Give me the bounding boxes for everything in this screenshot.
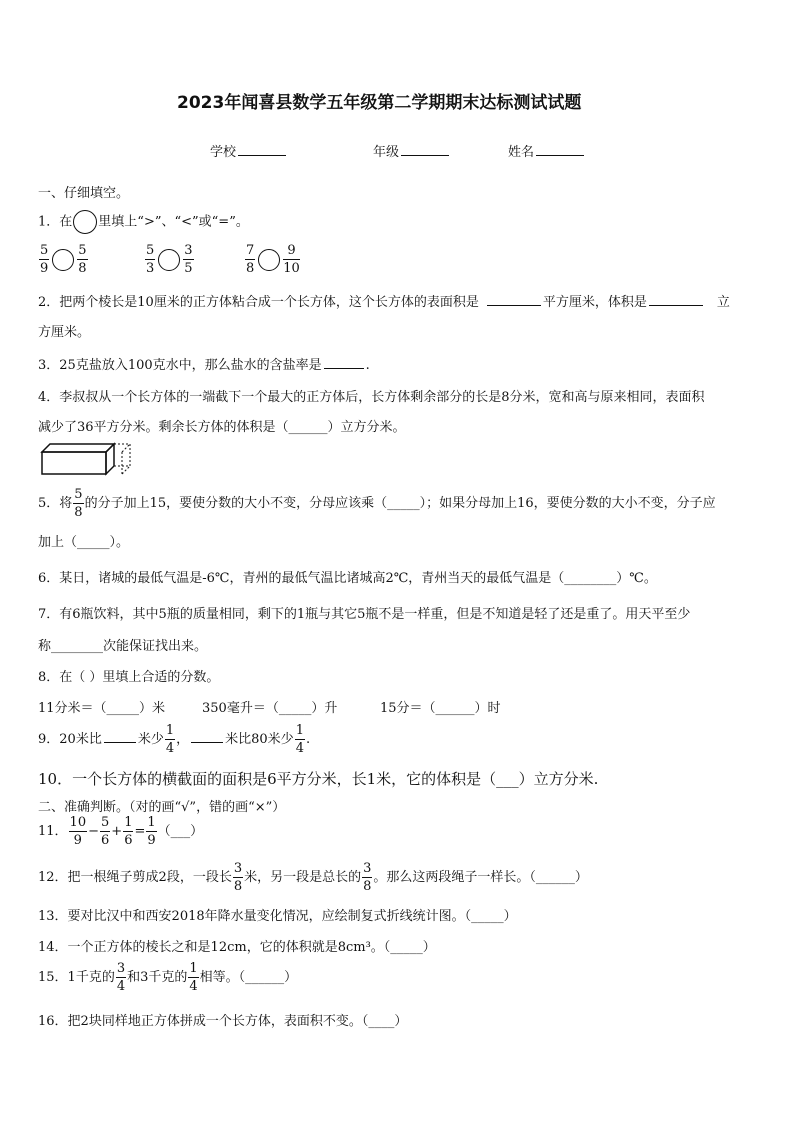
fraction-denominator: 8 [78, 261, 87, 276]
q1-text-a: 在 [59, 214, 73, 230]
page-title: 2023年闻喜县数学五年级第二学期期末达标测试试题 [177, 93, 582, 113]
q8-item-2: 350毫升＝（_____）升 [202, 701, 338, 716]
answer-blank[interactable] [104, 741, 136, 743]
q8-item-3: 15分＝（______）时 [380, 701, 501, 716]
question-4-line-1: 4．李叔叔从一个长方体的一端截下一个最大的正方体后，长方体剩余部分的长是8分米，宽和高与原来相同，表面积 [38, 390, 705, 405]
compare-circle[interactable] [258, 249, 280, 271]
q15-text-b: 和3千克的 [127, 970, 188, 985]
q5-text-b: 的分子加上15，要使分数的大小不变，分母应该乘（_____）；如果分母加上16，要使分数的大小不变，分子应 [84, 496, 716, 511]
q3-text-b: . [365, 358, 370, 373]
fraction-denominator: 8 [363, 879, 372, 894]
fraction-numerator: 1 [147, 815, 156, 830]
question-11 [38, 816, 203, 847]
question-4-line-2: 减少了36平方分米。剩余长方体的体积是（______）立方分米。 [38, 420, 406, 435]
fraction-denominator: 8 [233, 879, 243, 894]
q9-text-d: 米比80米少 [225, 732, 294, 747]
fraction-denominator: 4 [295, 741, 304, 756]
fraction-denominator: 8 [74, 505, 83, 520]
fraction-denominator: 9 [40, 261, 49, 276]
question-5-line-1 [38, 488, 716, 519]
school-field[interactable] [210, 141, 288, 160]
q2-text-b: 平方厘米，体积是 [542, 295, 647, 310]
question-16: 16．把2块同样地正方体拼成一个长方体，表面积不变。（____） [38, 1014, 408, 1029]
question-8-heading: 8．在（ ）里填上合适的分数。 [38, 670, 220, 685]
fraction-denominator: 3 [146, 261, 155, 276]
fraction-denominator: 6 [124, 833, 133, 848]
question-9 [38, 724, 310, 755]
grade-label: 年级 [373, 145, 400, 160]
fraction-numerator: 5 [74, 487, 83, 502]
fraction-numerator: 1 [165, 723, 175, 738]
question-1 [38, 210, 249, 235]
question-7-line-1: 7．有6瓶饮料，其中5瓶的质量相同，剩下的1瓶与其它5瓶不是一样重，但是不知道是轻了还是重了。用天平至少 [38, 607, 691, 622]
q9-text-a: 9．20米比 [38, 732, 102, 747]
q1-comparison-1 [38, 244, 89, 275]
question-7-line-2: 称________次能保证找出来。 [38, 639, 208, 654]
q5-text-a: 5．将 [38, 496, 73, 511]
question-2-line-2: 方厘米。 [38, 325, 91, 340]
operator-equals: = [134, 824, 146, 839]
q12-text-b: 米，另一段是总长的 [244, 870, 362, 885]
q1-comparison-2 [144, 244, 195, 275]
fraction-denominator: 4 [165, 741, 175, 756]
operator-minus: − [88, 824, 99, 839]
section-2-heading: 二、准确判断。（对的画“√”，错的画“×”） [38, 800, 286, 815]
q1-comparison-3 [244, 244, 301, 275]
q11-tail: （___） [157, 824, 204, 839]
q9-text-e: . [305, 732, 311, 747]
question-13: 13．要对比汉中和西安2018年降水量变化情况，应绘制复式折线统计图。（_____） [38, 909, 517, 924]
fraction-numerator: 10 [69, 815, 87, 830]
fraction-denominator: 4 [189, 979, 198, 994]
fraction-numerator: 3 [184, 243, 193, 258]
circle-icon [73, 210, 97, 234]
fraction-denominator: 9 [147, 833, 156, 848]
fraction-numerator: 1 [124, 815, 133, 830]
q11-number: 11． [38, 824, 68, 839]
fraction-denominator: 5 [184, 261, 193, 276]
question-10 [38, 768, 598, 789]
q9-text-c: ， [176, 732, 190, 747]
q12-text-c: 。那么这两段绳子一样长。（______） [373, 870, 588, 885]
fraction-denominator: 9 [73, 833, 82, 848]
fraction-numerator: 3 [116, 961, 126, 976]
cuboid-figure [38, 442, 142, 478]
question-3 [38, 354, 370, 373]
q9-text-b: 米少 [137, 732, 164, 747]
fraction-denominator: 8 [246, 261, 255, 276]
fraction-numerator: 9 [283, 244, 300, 260]
compare-circle[interactable] [52, 249, 74, 271]
answer-blank[interactable] [324, 367, 364, 369]
answer-blank[interactable] [649, 304, 703, 306]
fraction-numerator: 7 [246, 243, 255, 258]
fraction-denominator: 4 [116, 979, 126, 994]
question-6: 6．某日，诸城的最低气温是-6℃，青州的最低气温比诸城高2℃，青州当天的最低气温是（________）℃。 [38, 571, 657, 586]
q2-text-a: 2．把两个棱长是10厘米的正方体粘合成一个长方体，这个长方体的表面积是 [38, 295, 479, 310]
fraction-denominator: 6 [101, 833, 110, 848]
q2-text-c: 立 [716, 295, 730, 310]
fraction-numerator: 1 [189, 961, 198, 976]
answer-blank[interactable] [487, 304, 541, 306]
q1-text-b: 里填上“>”、“<”或“=”。 [98, 214, 249, 230]
name-field[interactable] [508, 141, 586, 160]
q1-number: 1． [38, 214, 60, 230]
answer-blank[interactable] [191, 741, 223, 743]
fraction-numerator: 3 [363, 861, 372, 876]
q15-text-c: 相等。（______） [199, 970, 298, 985]
fraction-numerator: 5 [101, 815, 110, 830]
fraction-numerator: 5 [78, 243, 87, 258]
question-14: 14．一个正方体的棱长之和是12cm，它的体积就是8cm³。（_____） [38, 940, 436, 955]
question-5-line-2: 加上（_____）。 [38, 535, 130, 550]
q12-text-a: 12．把一根绳子剪成2段，一段长 [38, 870, 232, 885]
question-12 [38, 862, 588, 893]
question-15 [38, 962, 297, 993]
operator-plus: + [111, 824, 123, 839]
fraction-denominator: 10 [283, 261, 300, 276]
question-2-line-1 [38, 291, 730, 310]
name-label: 姓名 [508, 145, 535, 160]
grade-field[interactable] [373, 141, 451, 160]
q10-text: 一个长方体的横截面的面积是6平方分米，长1米，它的体积是（___）立方分米. [72, 770, 599, 788]
fraction-numerator: 1 [295, 723, 304, 738]
q10-number: 10． [38, 770, 73, 788]
fraction-numerator: 5 [40, 243, 49, 258]
school-label: 学校 [210, 145, 237, 160]
q15-text-a: 15．1千克的 [38, 970, 115, 985]
compare-circle[interactable] [158, 249, 180, 271]
fraction-numerator: 5 [146, 243, 155, 258]
fraction-numerator: 3 [233, 861, 243, 876]
q3-text-a: 3．25克盐放入100克水中，那么盐水的含盐率是 [38, 358, 322, 373]
q8-item-1: 11分米＝（_____）米 [38, 701, 166, 716]
section-1-heading: 一、仔细填空。 [38, 186, 130, 201]
